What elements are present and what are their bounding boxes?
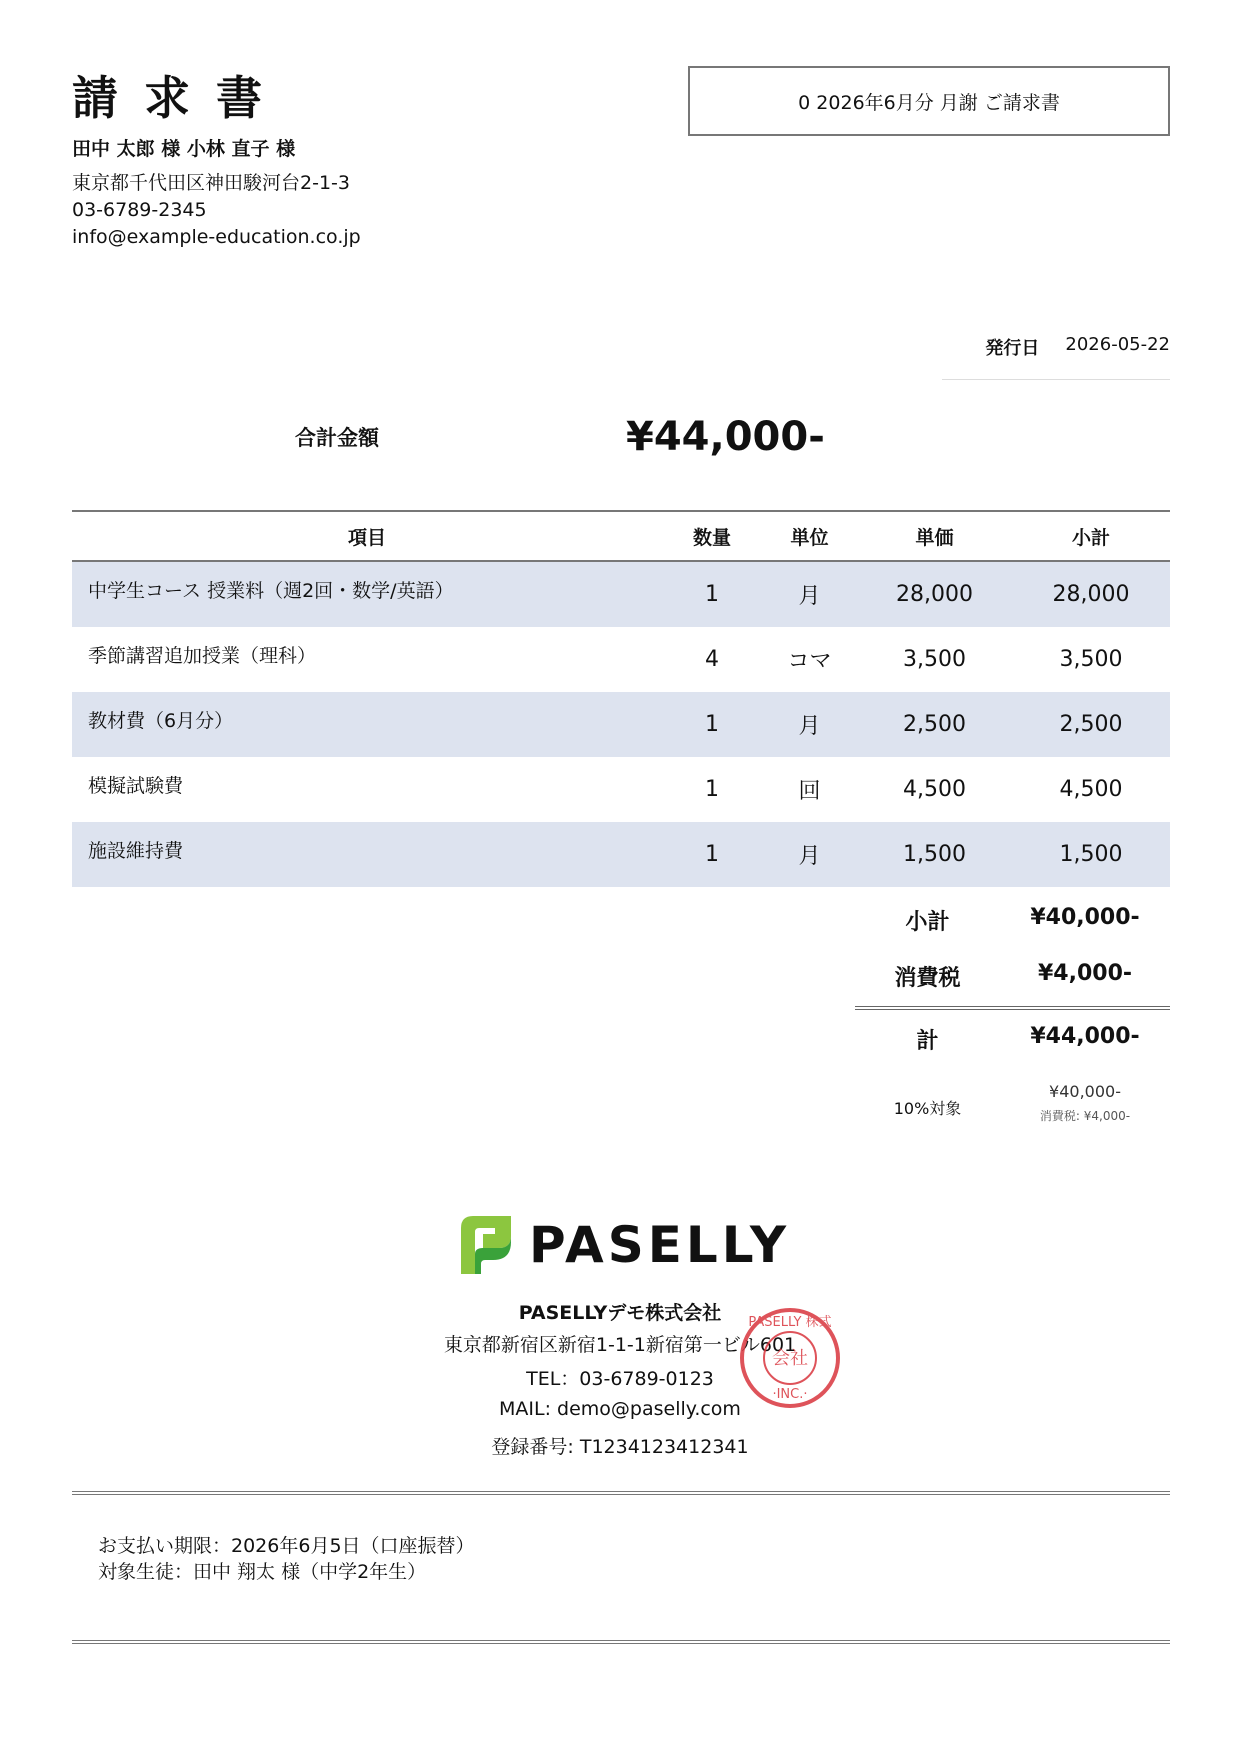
- tax-row: [855, 961, 1170, 992]
- total-amount-label: 合計金額: [295, 426, 379, 450]
- cell-unit: 月: [762, 692, 857, 757]
- cell-subtotal: 28,000: [1012, 561, 1170, 627]
- footer-divider-bottom: [72, 1640, 1170, 1644]
- tax-rate-label: 10%対象: [893, 1099, 962, 1118]
- cell-subtotal: 4,500: [1059, 777, 1123, 802]
- company-registration: 登録番号: T1234123412341: [491, 1436, 749, 1458]
- cell-unit: コマ: [787, 649, 832, 674]
- tax-value: ¥4,000-: [1037, 961, 1133, 986]
- company-seal-stamp: [738, 1306, 842, 1414]
- cell-price: 4,500: [903, 777, 966, 802]
- header-item: 項目: [72, 511, 662, 561]
- issue-date-value: 2026-05-22: [1065, 334, 1170, 355]
- paselly-leaf-icon: [455, 1214, 513, 1276]
- company-name: PASELLYデモ株式会社: [518, 1302, 722, 1324]
- header-price: 単価: [857, 511, 1012, 561]
- header-qty: 数量: [662, 511, 762, 561]
- cell-unit: 月: [762, 561, 857, 627]
- items-table: [72, 510, 1170, 887]
- cell-qty: 1: [662, 692, 762, 757]
- cell-subtotal: 3,500: [1059, 647, 1123, 672]
- subject-box: [688, 66, 1170, 136]
- footer-divider-top: [72, 1491, 1170, 1495]
- company-address: 東京都新宿区新宿1-1-1新宿第一ビル601: [443, 1334, 797, 1356]
- svg-text:会社: 会社: [772, 1348, 808, 1369]
- cell-item: 模擬試験費: [88, 775, 184, 797]
- tax-rate-tax: 消費税: ¥4,000-: [1039, 1109, 1131, 1123]
- company-logo-text: PASELLY: [529, 1216, 791, 1274]
- summary-divider: [855, 1006, 1170, 1010]
- cell-unit: 回: [798, 779, 821, 804]
- cell-item: 施設維持費: [72, 822, 662, 887]
- client-contact: [72, 170, 361, 251]
- subject-text: 0 2026年6月分 月謝 ご請求書: [798, 91, 1060, 114]
- tax-rate-amount: ¥40,000-: [1049, 1082, 1121, 1101]
- cell-item: 季節講習追加授業（理科）: [88, 645, 317, 667]
- cell-price: 3,500: [903, 647, 966, 672]
- cell-price: 1,500: [857, 822, 1012, 887]
- header-subtotal: 小計: [1012, 511, 1170, 561]
- tax-rate-breakdown: [855, 1082, 1170, 1124]
- total-amount-value: ¥44,000-: [626, 414, 825, 460]
- client-phone: 03-6789-2345: [72, 199, 207, 221]
- grand-total-label: 計: [916, 1029, 939, 1054]
- cell-qty: 1: [662, 561, 762, 627]
- tax-label: 消費税: [894, 966, 961, 991]
- cell-qty: 1: [705, 777, 719, 802]
- table-row: [72, 627, 1170, 692]
- svg-text:·INC.·: ·INC.·: [772, 1387, 808, 1402]
- client-email: info@example-education.co.jp: [72, 226, 361, 248]
- header-unit: 単位: [762, 511, 857, 561]
- cell-item: 教材費（6月分）: [72, 692, 662, 757]
- client-address: 東京都千代田区神田駿河台2-1-3: [72, 172, 350, 194]
- table-row: [72, 692, 1170, 757]
- company-tel: TEL：03-6789-0123: [526, 1368, 714, 1390]
- subtotal-row: [855, 905, 1170, 936]
- table-row: [72, 757, 1170, 822]
- table-row: [72, 822, 1170, 887]
- tax-rate-values: [1000, 1082, 1170, 1124]
- company-mail: MAIL: demo@paselly.com: [499, 1398, 741, 1420]
- payment-due: お支払い期限：2026年6月5日（口座振替）: [98, 1535, 475, 1557]
- cell-subtotal: 1,500: [1012, 822, 1170, 887]
- document-title: 請求書: [72, 71, 288, 125]
- cell-subtotal: 2,500: [1012, 692, 1170, 757]
- cell-unit: 月: [762, 822, 857, 887]
- cell-qty: 4: [705, 647, 719, 672]
- cell-price: 2,500: [857, 692, 1012, 757]
- issue-date-label: 発行日: [985, 338, 1040, 359]
- cell-item: 中学生コース 授業料（週2回・数学/英語）: [72, 561, 662, 627]
- table-row: [72, 561, 1170, 627]
- subtotal-label: 小計: [905, 910, 950, 935]
- subtotal-value: ¥40,000-: [1030, 905, 1140, 930]
- grand-total-value: ¥44,000-: [1030, 1024, 1140, 1049]
- grand-total-row: [855, 1024, 1170, 1055]
- target-student: 対象生徒：田中 翔太 様（中学2年生）: [98, 1561, 427, 1583]
- company-logo: [455, 1214, 790, 1276]
- cell-qty: 1: [662, 822, 762, 887]
- client-names: 田中 太郎 様 小林 直子 様: [72, 138, 296, 160]
- cell-price: 28,000: [857, 561, 1012, 627]
- footer-notes: [98, 1533, 475, 1585]
- table-header-row: [72, 511, 1170, 561]
- svg-text:PASELLY 株式: PASELLY 株式: [748, 1315, 832, 1330]
- issue-date-block: [942, 334, 1170, 380]
